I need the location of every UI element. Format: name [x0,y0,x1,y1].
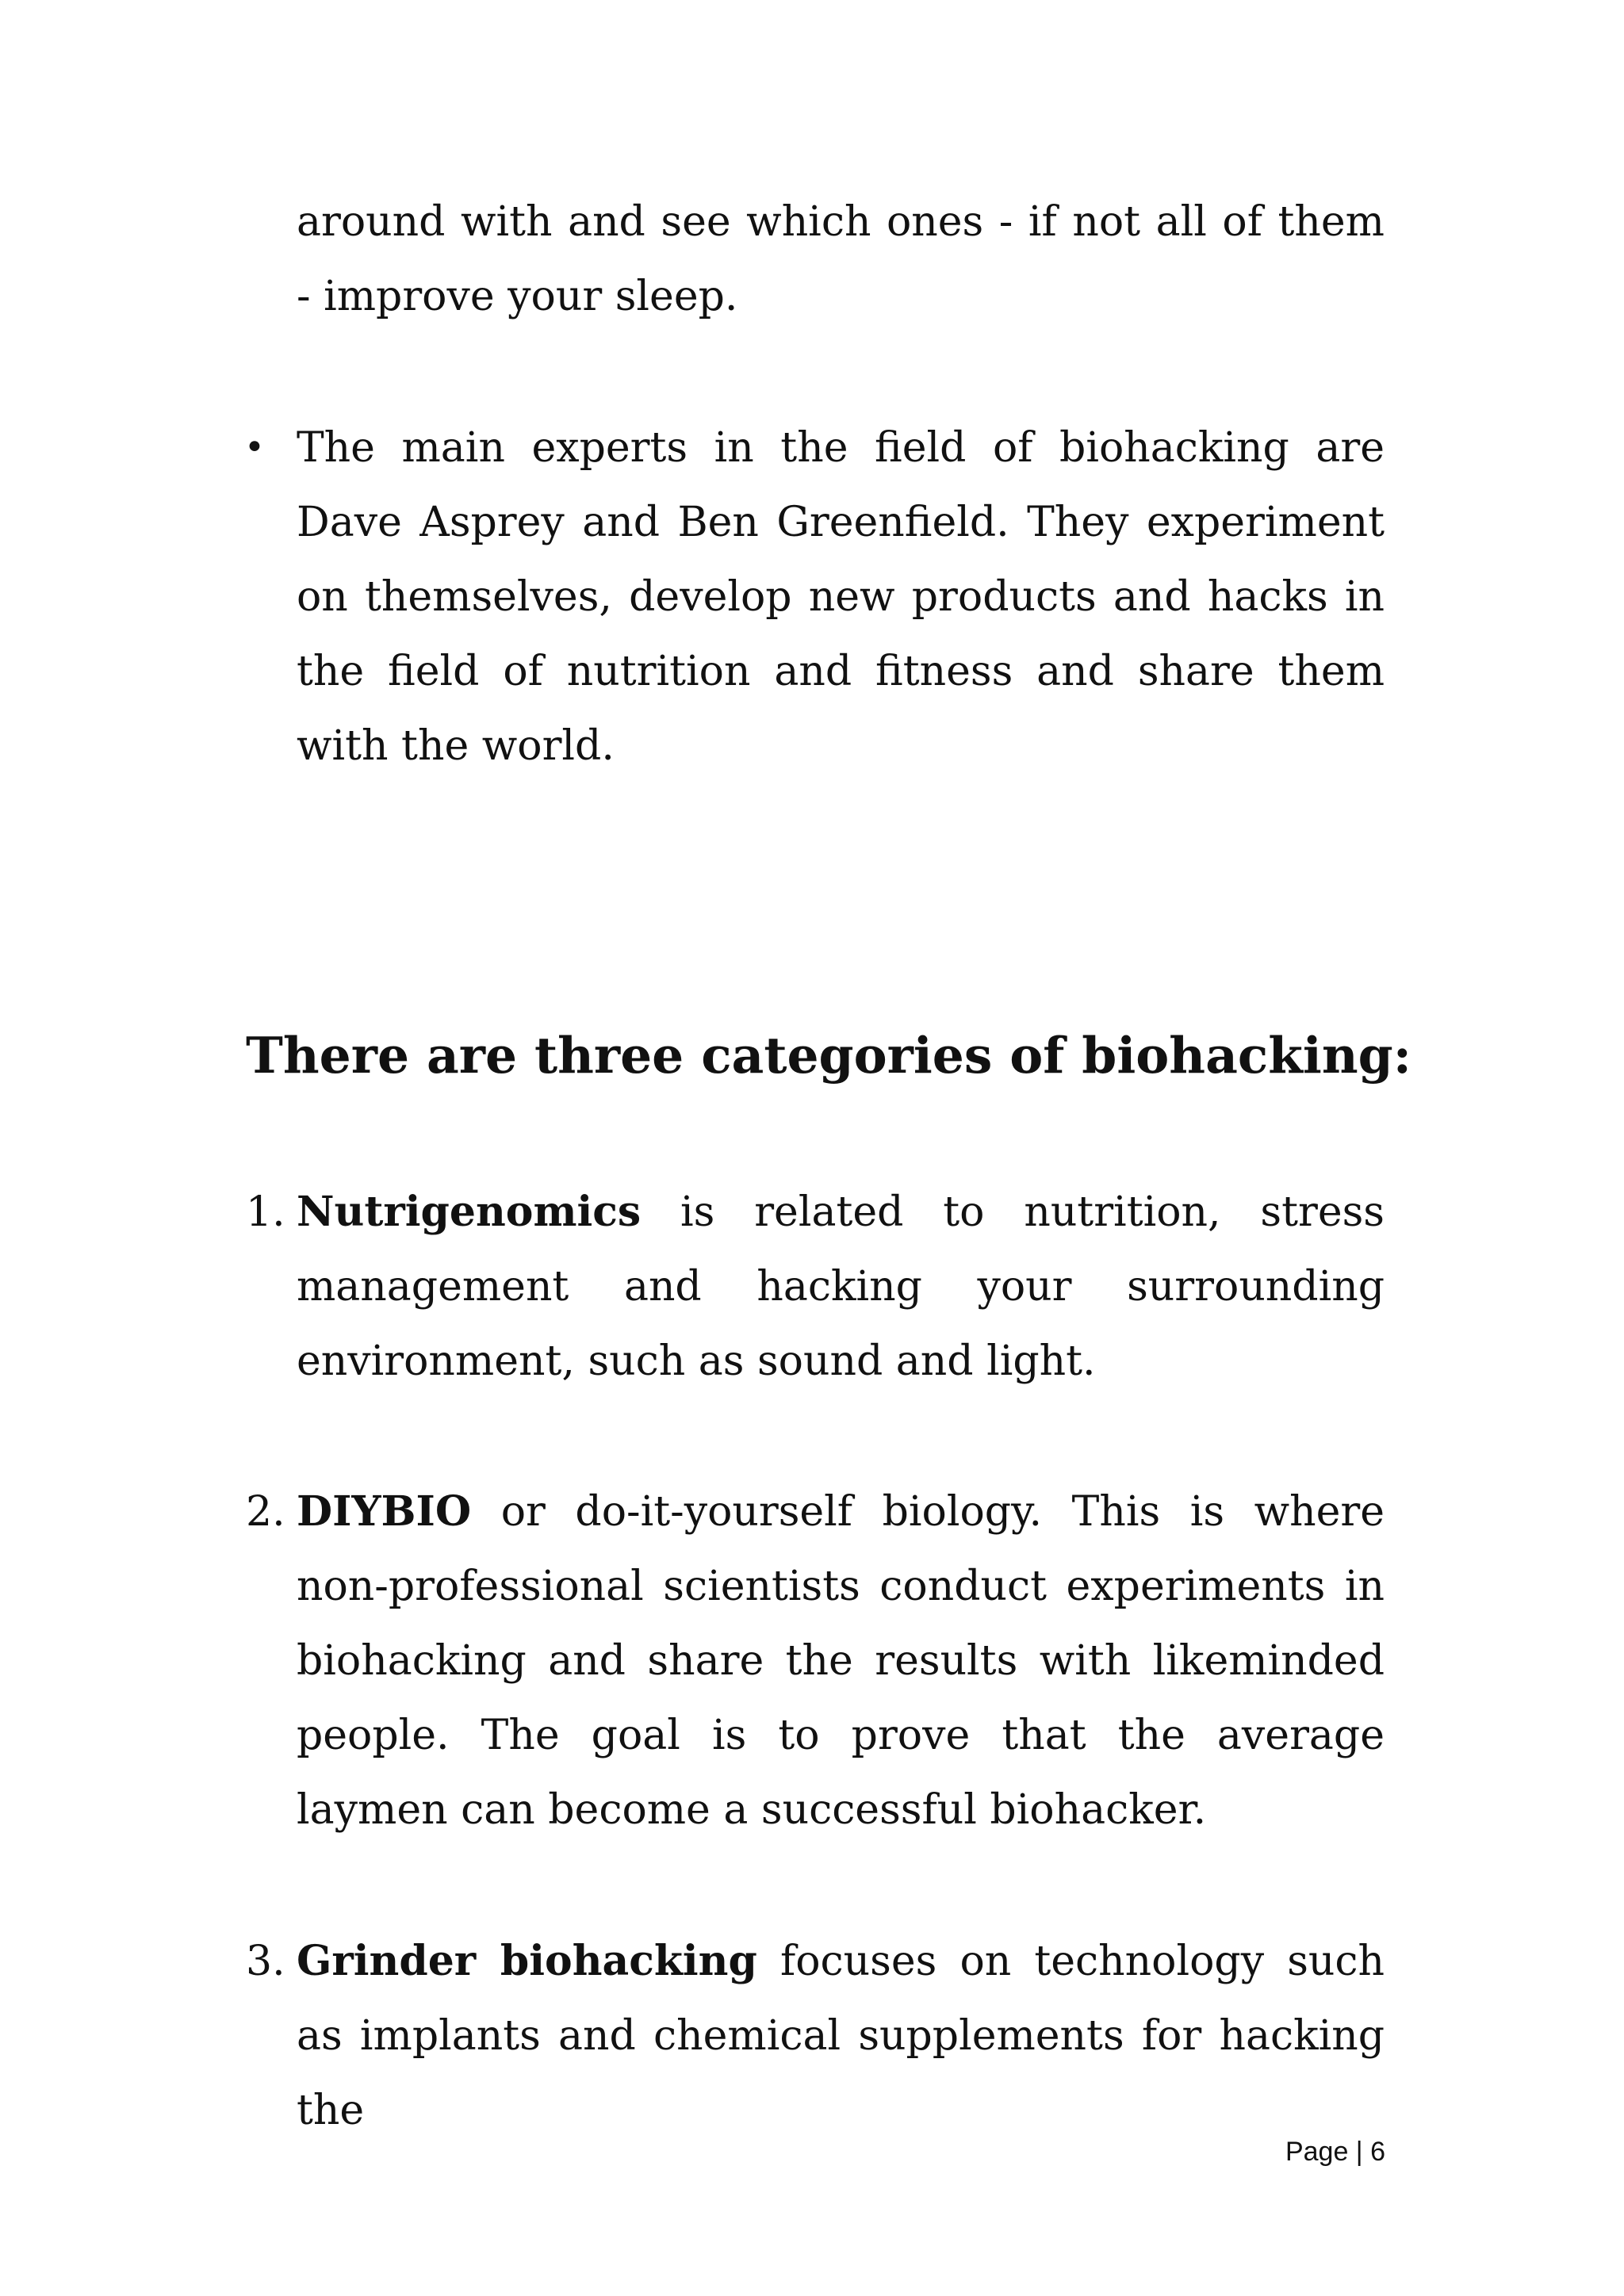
list-term-2: DIYBIO [297,1487,472,1536]
list-text-3: focuses on technology such as implants and chemical supplements for hacking the [297,1938,1385,2134]
section-heading: There are three categories of biohacking: [246,1026,1411,1085]
list-number-1: 1. [246,1188,285,1236]
list-number-2: 2. [246,1488,285,1536]
list-item-2 [297,1475,1385,1847]
list-text-1: is related to nutrition, stress management and hacking your surrounding environment, such as sound and light. [297,1188,1385,1385]
list-text-2: or do-it-yourself biology. This is where non-professional scientists conduct experiments in biohacking and share the results with likeminded people. The goal is to prove that the average laymen can become a successful biohacker. [297,1488,1385,1834]
continuation-paragraph: around with and see which ones - if not all of them - improve your sleep. [297,198,1385,320]
bullet-paragraph: The main experts in the field of biohacking are Dave Asprey and Ben Greenfield. They experiment on themselves, develop new products and hacks in the field of nutrition and fitness and share them with the world. [297,424,1385,770]
list-number-3: 3. [246,1938,285,1985]
list-term-1: Nutrigenomics [297,1188,642,1236]
list-item-3 [297,1924,1385,2148]
list-item-1 [297,1175,1385,1399]
page-number: Page | 6 [1285,2137,1385,2167]
bullet-marker: • [244,427,265,468]
list-term-3: Grinder biohacking [297,1937,757,1985]
